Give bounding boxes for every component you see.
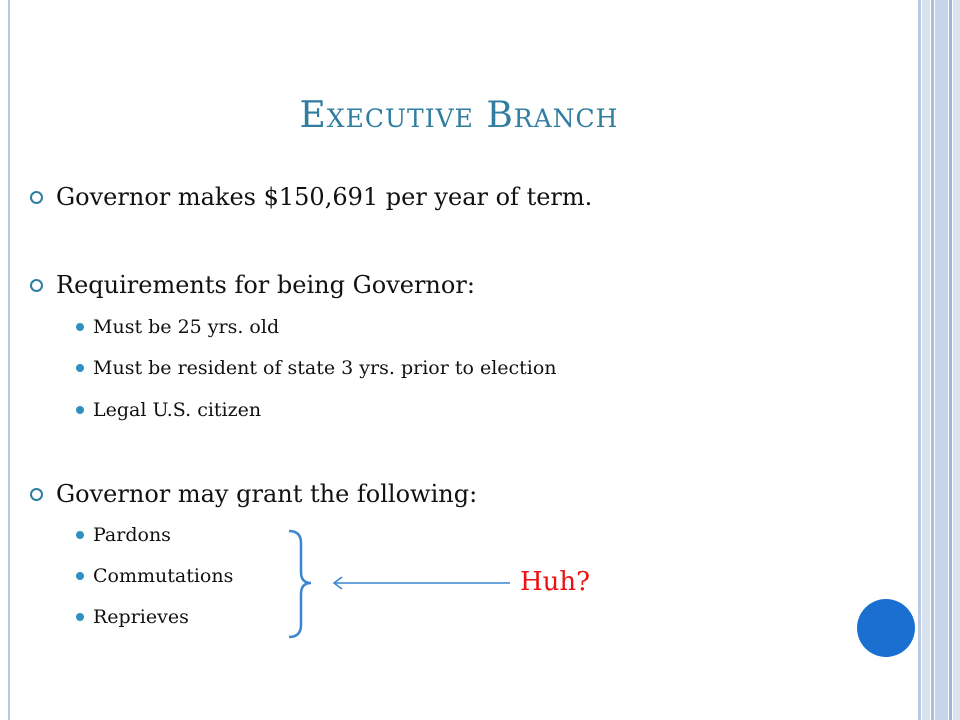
dot-bullet-icon xyxy=(76,531,84,539)
blue-circle-icon xyxy=(857,599,915,657)
dot-bullet-icon xyxy=(76,572,84,580)
right-stripe xyxy=(922,0,930,720)
bullet-salary xyxy=(30,183,592,211)
right-stripe xyxy=(918,0,921,720)
right-stripe xyxy=(949,0,952,720)
bullet-grants xyxy=(30,480,477,508)
sub-bullet-text: Must be resident of state 3 yrs. prior to election xyxy=(93,357,557,379)
slide-title: Executive Branch xyxy=(299,95,619,136)
bullet-requirements xyxy=(30,271,475,299)
sub-bullet xyxy=(76,524,171,546)
sub-bullet xyxy=(76,606,189,628)
ring-bullet-icon xyxy=(30,488,43,501)
right-stripe xyxy=(935,0,948,720)
bullet-text: Requirements for being Governor: xyxy=(56,271,475,299)
right-brace-icon xyxy=(289,531,311,637)
bullet-text: Governor makes $150,691 per year of term. xyxy=(56,183,593,211)
dot-bullet-icon xyxy=(76,406,84,414)
sub-bullet xyxy=(76,316,279,338)
annotation-huh: Huh? xyxy=(520,567,591,597)
sub-bullet xyxy=(76,399,261,421)
ring-bullet-icon xyxy=(30,191,43,204)
dot-bullet-icon xyxy=(76,364,84,372)
sub-bullet-text: Commutations xyxy=(93,565,234,587)
sub-bullet-text: Must be 25 yrs. old xyxy=(93,316,280,338)
dot-bullet-icon xyxy=(76,323,84,331)
bullet-text: Governor may grant the following: xyxy=(56,480,478,508)
arrow-head-icon xyxy=(334,577,342,589)
sub-bullet-text: Pardons xyxy=(93,524,171,546)
ring-bullet-icon xyxy=(30,279,43,292)
sub-bullet xyxy=(76,565,233,587)
right-stripe xyxy=(953,0,960,720)
sub-bullet xyxy=(76,357,557,379)
sub-bullet-text: Legal U.S. citizen xyxy=(93,399,262,421)
sub-bullet-text: Reprieves xyxy=(93,606,189,628)
dot-bullet-icon xyxy=(76,613,84,621)
right-stripe xyxy=(931,0,934,720)
